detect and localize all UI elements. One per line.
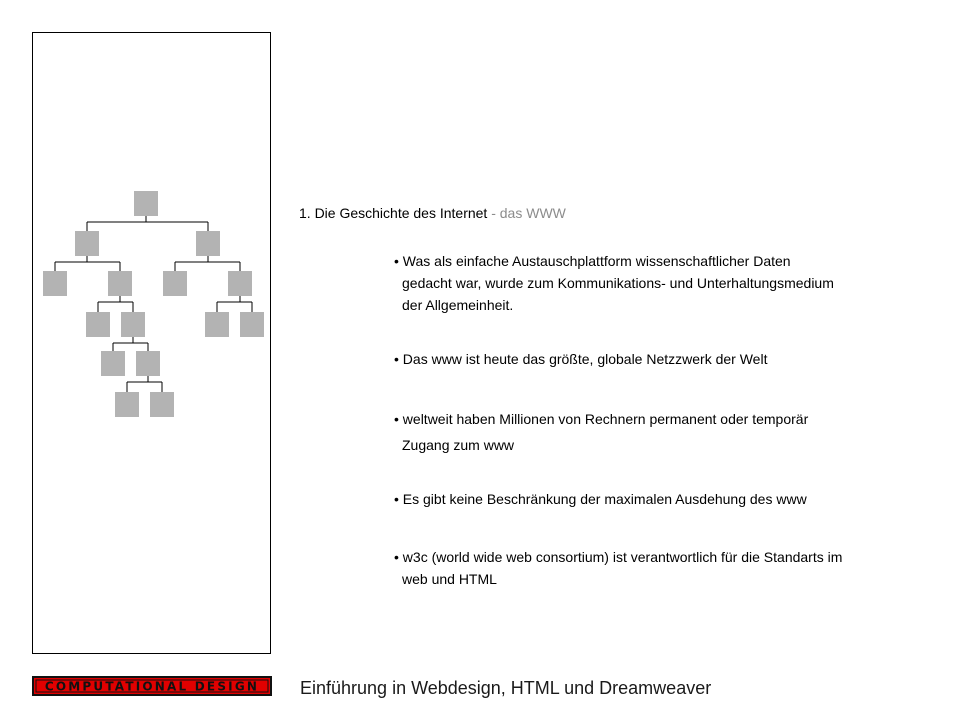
tree-node <box>196 231 220 256</box>
bullet-line: • weltweit haben Millionen von Rechnern permanent oder temporär <box>394 411 809 427</box>
tree-node <box>163 271 187 296</box>
computational-design-logo <box>32 676 272 696</box>
tree-node <box>205 312 229 337</box>
bullet-item <box>394 488 934 510</box>
footer-text: Einführung in Webdesign, HTML und Dreamweaver <box>300 678 712 698</box>
tree-node <box>136 351 160 376</box>
tree-node <box>150 392 174 417</box>
tree-node <box>228 271 252 296</box>
tree-nodes <box>43 191 264 417</box>
bullet-line: der Allgemeinheit. <box>402 297 514 313</box>
logo-text: COMPUTATIONAL DESIGN <box>44 679 260 694</box>
slide-title-main: 1. Die Geschichte des Internet <box>299 205 488 221</box>
tree-node <box>86 312 110 337</box>
tree-node <box>121 312 145 337</box>
tree-node <box>134 191 158 216</box>
bullet-item <box>394 250 934 316</box>
bullet-line: Zugang zum www <box>402 437 515 453</box>
bullet-line: • Es gibt keine Beschränkung der maximalen Ausdehung des www <box>394 491 807 507</box>
tree-node <box>115 392 139 417</box>
slide-title <box>299 205 566 221</box>
tree-node <box>43 271 67 296</box>
tree-node <box>108 271 132 296</box>
bullet-line: • w3c (world wide web consortium) ist verantwortlich für die Standarts im <box>394 549 843 565</box>
bullet-line: web und HTML <box>402 571 497 587</box>
bullet-item <box>394 546 934 590</box>
bullet-line: • Was als einfache Austauschplattform wissenschaftlicher Daten <box>394 253 791 269</box>
tree-node <box>240 312 264 337</box>
tree-node <box>75 231 99 256</box>
bullet-line: • Das www ist heute das größte, globale Netzzwerk der Welt <box>394 351 768 367</box>
slide-title-subtitle: - das WWW <box>487 205 566 221</box>
bullet-item <box>394 348 934 370</box>
tree-node <box>101 351 125 376</box>
bullet-item <box>394 406 934 458</box>
bullet-line: gedacht war, wurde zum Kommunikations- und Unterhaltungsmedium <box>402 275 834 291</box>
